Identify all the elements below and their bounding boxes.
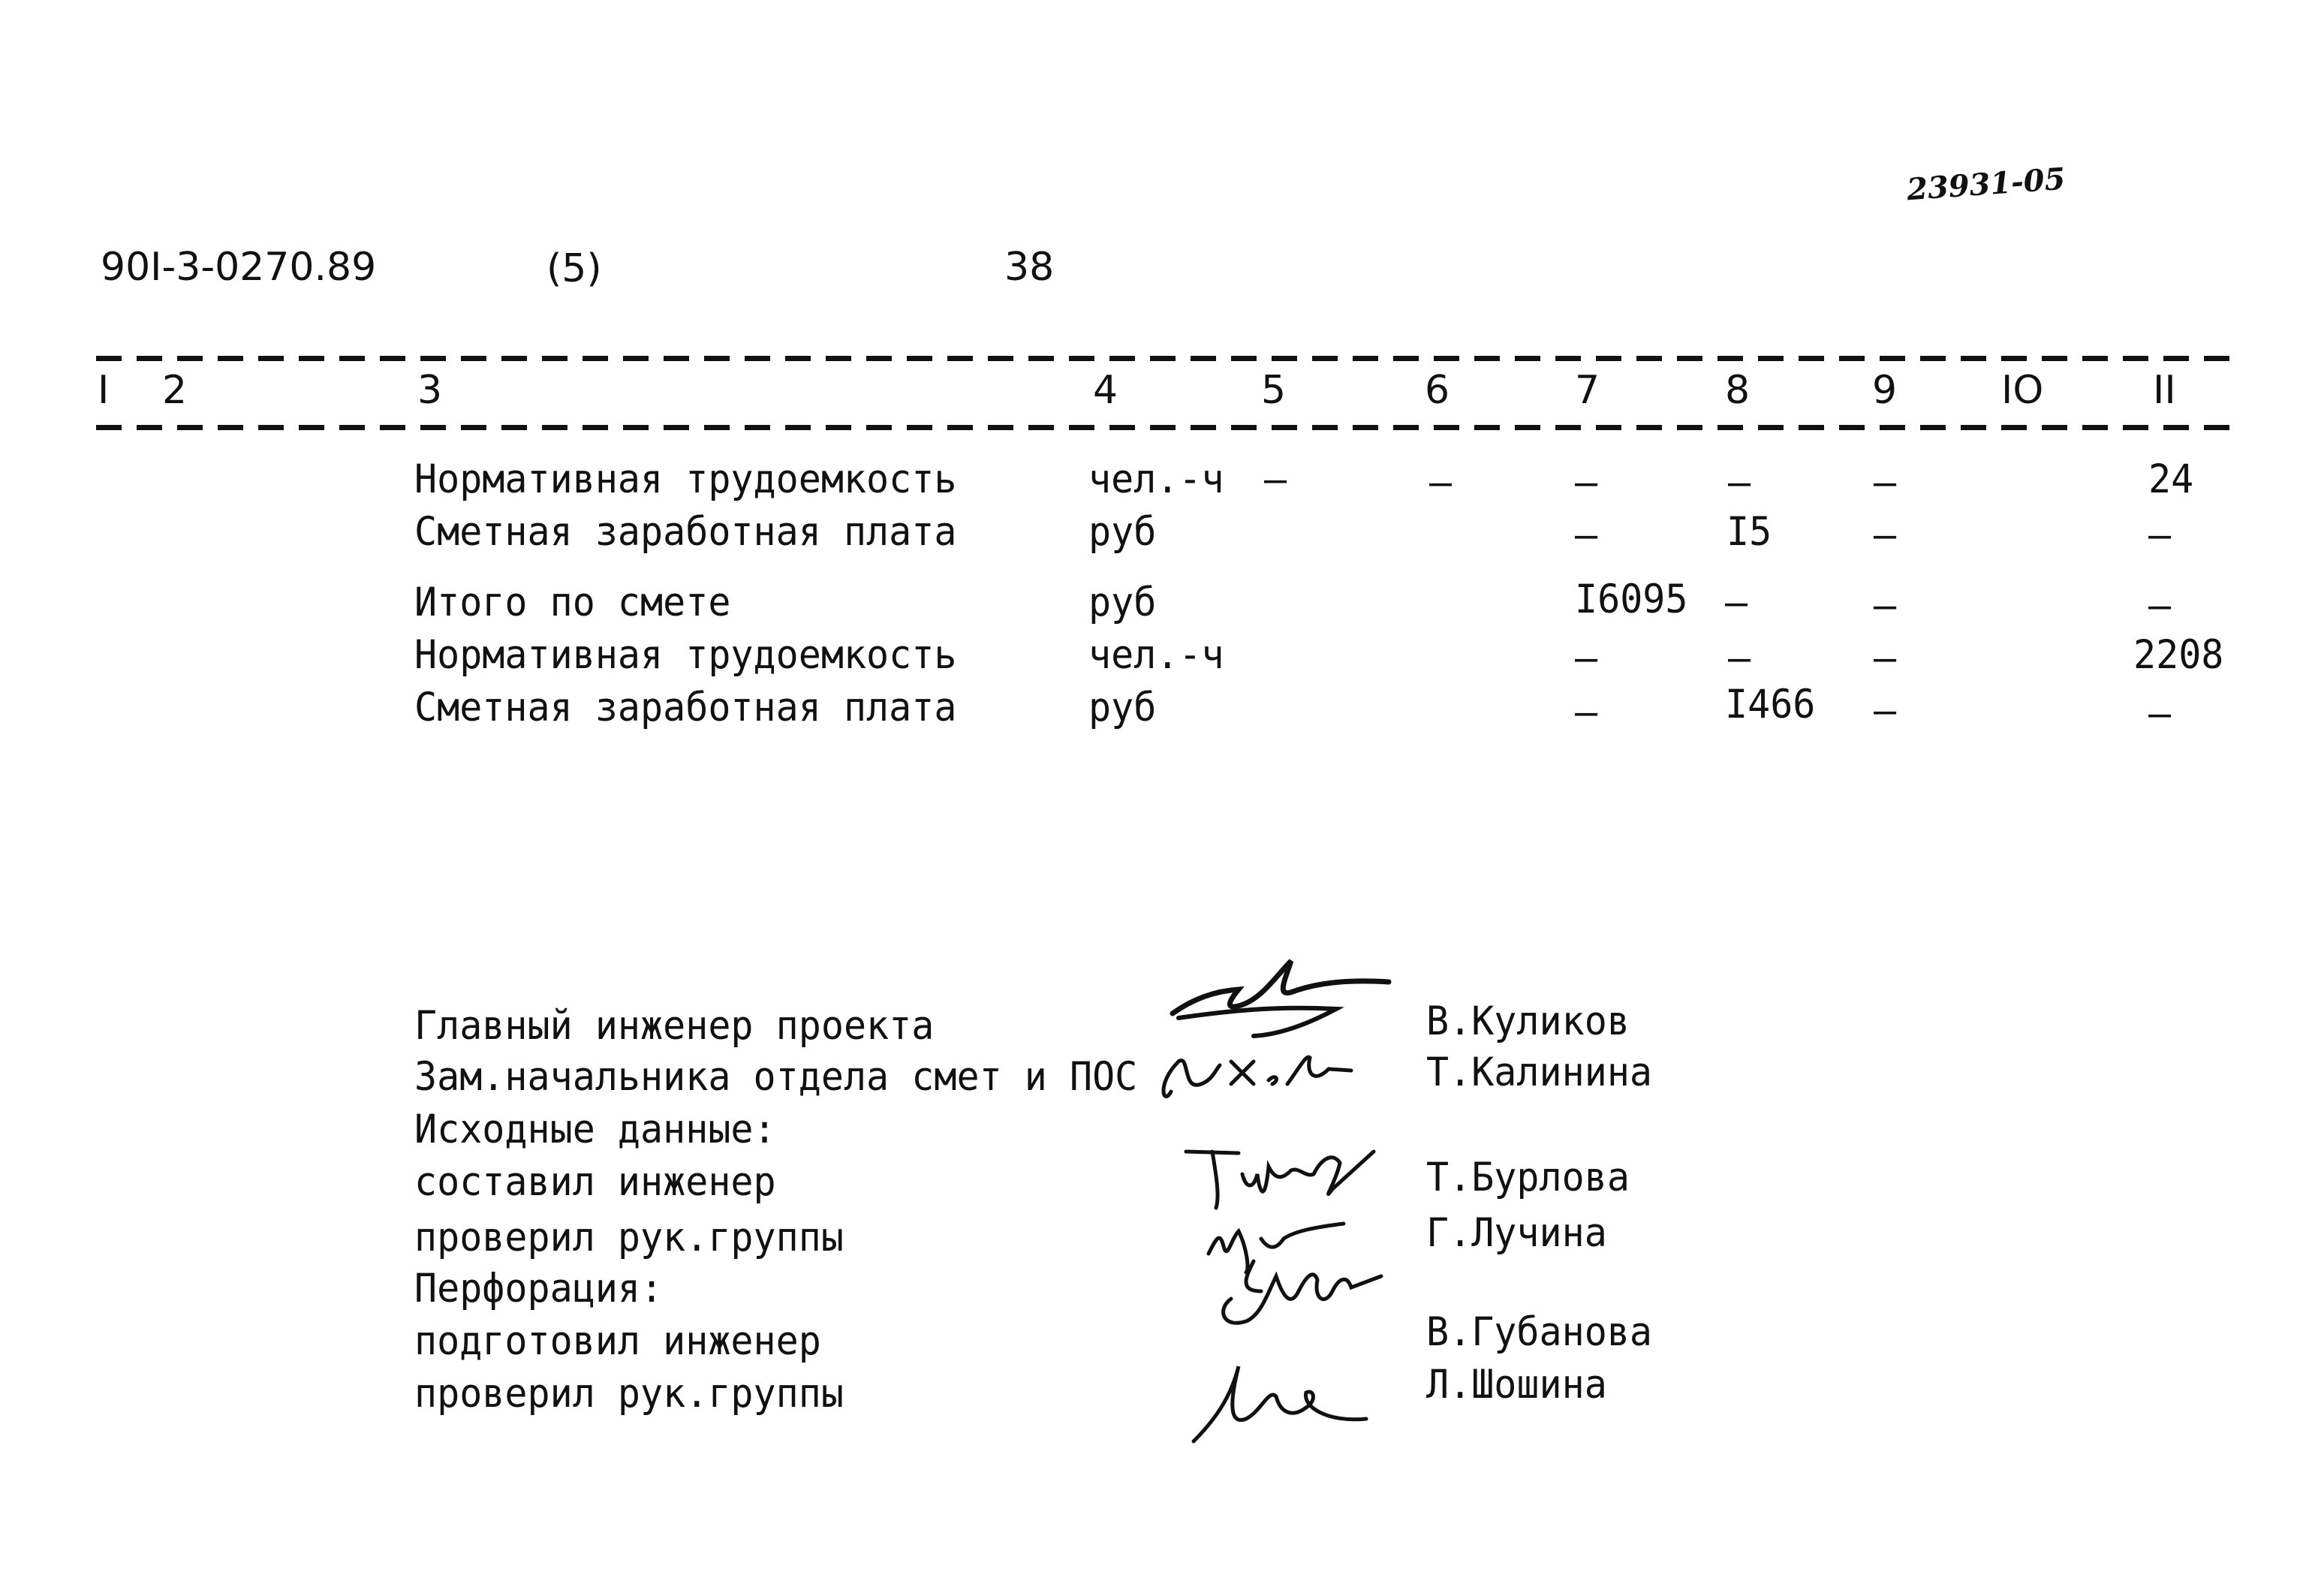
cell-col11: – bbox=[2148, 582, 2172, 628]
row-name: Нормативная трудоемкость bbox=[414, 631, 957, 678]
cell-col11: – bbox=[2148, 690, 2172, 736]
cell-col8: I5 bbox=[1726, 508, 1772, 555]
row-name: Сметная заработная плата bbox=[414, 684, 957, 730]
cell-col11: 2208 bbox=[2133, 631, 2224, 678]
cell-col9: – bbox=[1874, 687, 1897, 733]
signoff-name: Л.Шошина bbox=[1426, 1361, 1607, 1408]
cell-col7: I6095 bbox=[1575, 576, 1688, 622]
signoff-name: В.Куликов bbox=[1426, 998, 1630, 1044]
column-header: 5 bbox=[1261, 368, 1287, 413]
signature-kulikov bbox=[1164, 946, 1404, 1043]
column-header: 8 bbox=[1725, 368, 1751, 413]
signoff-role: Перфорация: bbox=[414, 1265, 664, 1311]
signoff-name: В.Губанова bbox=[1426, 1308, 1653, 1355]
column-header: 3 bbox=[417, 368, 443, 413]
column-header: IO bbox=[2001, 368, 2044, 413]
cell-col7: – bbox=[1575, 634, 1598, 681]
signoff-name: Т.Калинина bbox=[1426, 1049, 1653, 1095]
signoff-role: подготовил инженер bbox=[414, 1317, 821, 1364]
cell-col8: – bbox=[1728, 634, 1751, 681]
column-header: II bbox=[2153, 368, 2176, 413]
column-header: 7 bbox=[1575, 368, 1600, 413]
signoff-role: Исходные данные: bbox=[414, 1106, 776, 1152]
signoff-name: Г.Лучина bbox=[1426, 1209, 1607, 1256]
cell-col6: – bbox=[1429, 459, 1453, 505]
signature-burlova bbox=[1171, 1137, 1389, 1219]
row-name: Итого по смете bbox=[414, 579, 731, 625]
row-unit: чел.-ч bbox=[1088, 456, 1224, 502]
cell-col7: – bbox=[1575, 688, 1598, 735]
column-header: I bbox=[98, 368, 110, 413]
table-top-rule bbox=[96, 356, 2235, 361]
signoff-role: проверил рук.группы bbox=[414, 1370, 844, 1417]
column-header: 9 bbox=[1872, 368, 1898, 413]
column-header: 2 bbox=[162, 368, 188, 413]
cell-col8: – bbox=[1725, 579, 1748, 625]
corner-note: 23931-05 bbox=[1905, 161, 2067, 208]
row-name: Сметная заработная плата bbox=[414, 508, 957, 555]
cell-col9: – bbox=[1874, 582, 1897, 628]
cell-col11: – bbox=[2148, 511, 2172, 558]
cell-col7: – bbox=[1575, 459, 1598, 505]
signature-shoshina bbox=[1179, 1336, 1389, 1449]
cell-col9: – bbox=[1874, 511, 1897, 558]
row-unit: руб bbox=[1088, 579, 1157, 625]
cell-col11: 24 bbox=[2148, 456, 2194, 502]
cell-col7: – bbox=[1575, 511, 1598, 558]
row-unit: руб bbox=[1088, 684, 1157, 730]
signature-kalinina bbox=[1148, 1039, 1359, 1114]
cell-col5: – bbox=[1264, 456, 1287, 502]
row-unit: руб bbox=[1088, 508, 1157, 555]
page-number: 38 bbox=[1004, 245, 1055, 290]
column-header: 6 bbox=[1425, 368, 1450, 413]
signoff-role: проверил рук.группы bbox=[414, 1214, 844, 1260]
signoff-role: Главный инженер проекта bbox=[414, 1002, 935, 1049]
signoff-role: составил инженер bbox=[414, 1158, 776, 1205]
table-header-rule bbox=[96, 425, 2235, 430]
row-unit: чел.-ч bbox=[1088, 631, 1224, 678]
column-header: 4 bbox=[1093, 368, 1118, 413]
cell-col8: I466 bbox=[1725, 681, 1816, 727]
row-name: Нормативная трудоемкость bbox=[414, 456, 957, 502]
cell-col8: – bbox=[1728, 459, 1751, 505]
cell-col9: – bbox=[1874, 634, 1897, 681]
cell-col9: – bbox=[1874, 459, 1897, 505]
document-code: 90I-3-0270.89 bbox=[101, 245, 377, 290]
signoff-role: Зам.начальника отдела смет и ПОС bbox=[414, 1053, 1138, 1100]
section-number: (5) bbox=[546, 246, 602, 291]
signoff-name: Т.Бурлова bbox=[1426, 1154, 1630, 1200]
